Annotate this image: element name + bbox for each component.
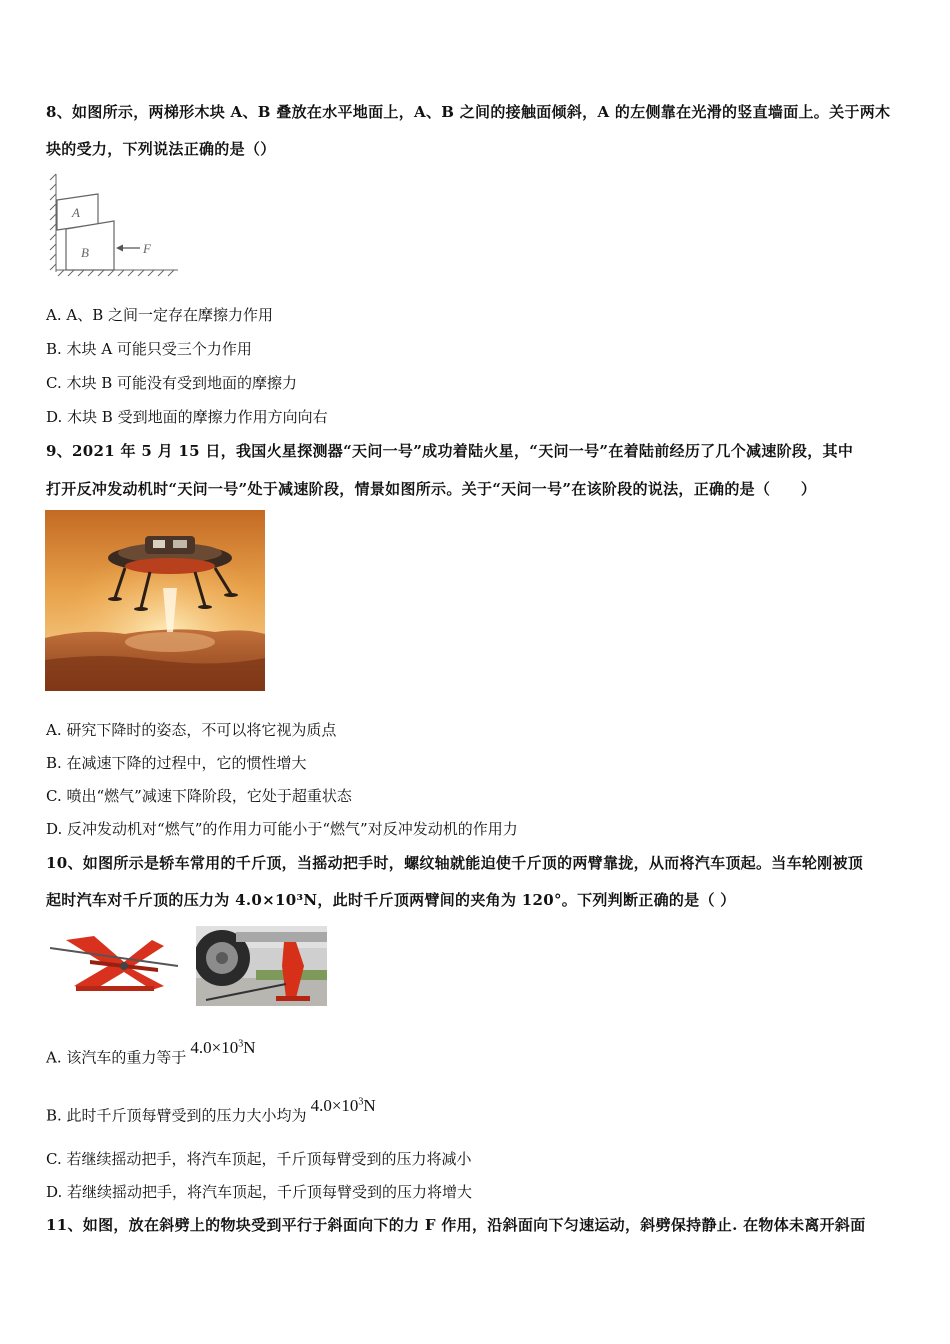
- label-f: F: [143, 241, 151, 256]
- q9-option-b: B. 在减速下降的过程中，它的惯性增大: [46, 754, 307, 772]
- q10-option-b-formula: $4.0\times 10^3N$: [310, 1095, 376, 1115]
- q10-option-a-formula: $4.0\times 10^3N$: [190, 1037, 256, 1057]
- q10-stem-line1: 10、如图所示是轿车常用的千斤顶，当摇动把手时，螺纹轴就能迫使千斤顶的两臂靠拢，从而将汽车顶起。当车轮刚被顶: [46, 854, 864, 872]
- block-b: [66, 221, 114, 270]
- q11-stem-line1: 11、如图，放在斜劈上的物块受到平行于斜面向下的力 F 作用，沿斜面向下匀速运动，斜劈保持静止. 在物体未离开斜面: [46, 1216, 866, 1234]
- q10-option-d: D. 若继续摇动把手，将汽车顶起，千斤顶每臂受到的压力将增大: [46, 1183, 473, 1201]
- car-jack-photo: [46, 926, 186, 996]
- q9-option-c: C. 喷出“燃气”减速下降阶段，它处于超重状态: [46, 787, 352, 805]
- q10-stem-line2: 起时汽车对千斤顶的压力为 4.0×10³N，此时千斤顶两臂间的夹角为 120°。下列判断正确的是（ ）: [46, 891, 736, 909]
- q9-stem-line2: 打开反冲发动机时“天问一号”处于减速阶段，情景如图所示。关于“天问一号”在该阶段的说法，正确的是（ ）: [46, 480, 817, 498]
- car-jack-lifting-photo: [196, 926, 327, 1006]
- label-b: B: [81, 245, 89, 260]
- label-a: A: [72, 205, 80, 220]
- q8-option-a: A. A、B 之间一定存在摩擦力作用: [46, 306, 273, 324]
- q8-block-diagram: [46, 172, 181, 280]
- q10-option-a-text: A. 该汽车的重力等于: [46, 1048, 187, 1067]
- q9-stem-line1: 9、2021 年 5 月 15 日，我国火星探测器“天问一号”成功着陆火星，“天问一号”在着陆前经历了几个减速阶段，其中: [46, 442, 854, 460]
- q10-option-b-text: B. 此时千斤顶每臂受到的压力大小均为: [46, 1106, 307, 1125]
- q8-stem-line2: 块的受力，下列说法正确的是（）: [46, 140, 276, 158]
- q9-option-a: A. 研究下降时的姿态，不可以将它视为质点: [46, 721, 337, 739]
- q8-option-d: D. 木块 B 受到地面的摩擦力作用方向向右: [46, 408, 328, 426]
- q9-option-d: D. 反冲发动机对“燃气”的作用力可能小于“燃气”对反冲发动机的作用力: [46, 820, 518, 838]
- mars-lander-photo: [45, 510, 265, 691]
- q10-option-b: [46, 1095, 376, 1126]
- q8-option-b: B. 木块 A 可能只受三个力作用: [46, 340, 252, 358]
- q8-stem-line1: 8、如图所示，两梯形木块 A、B 叠放在水平地面上，A、B 之间的接触面倾斜，A 的左侧靠在光滑的竖直墙面上。关于两木: [46, 103, 891, 121]
- q10-option-c: C. 若继续摇动把手，将汽车顶起，千斤顶每臂受到的压力将减小: [46, 1150, 472, 1168]
- q10-option-a: [46, 1037, 256, 1068]
- q8-option-c: C. 木块 B 可能没有受到地面的摩擦力: [46, 374, 298, 392]
